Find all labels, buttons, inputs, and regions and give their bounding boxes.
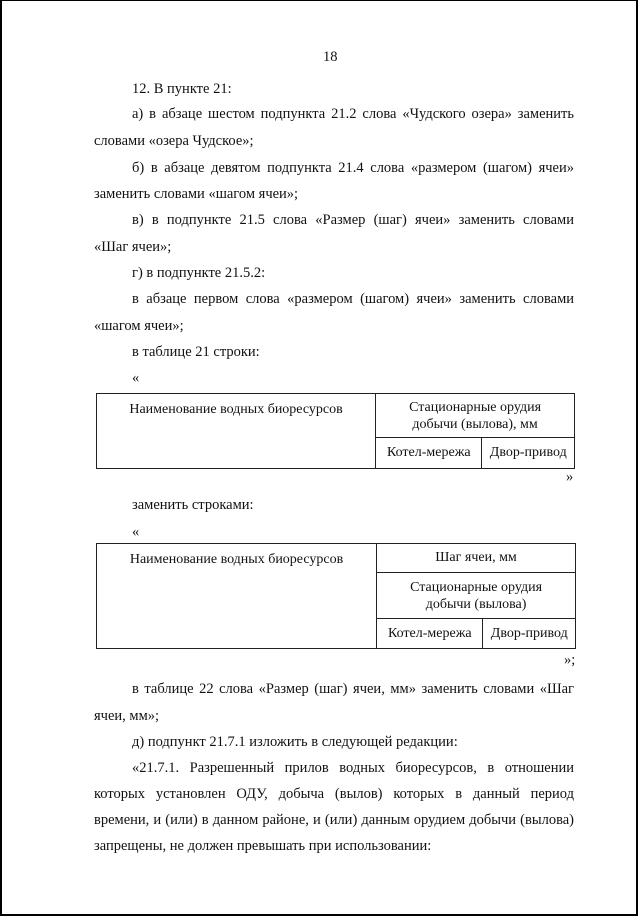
paragraph-2171-line4: запрещены, не должен превышать при использовании: [94, 838, 432, 854]
paragraph-first-line1: в абзаце первом слова «размером (шагом) ячеи» заменить словами [132, 291, 574, 307]
scan-edge-left [0, 0, 2, 916]
table-21-species-label: Наименование водных биоресурсов [129, 402, 343, 417]
paragraph-a-line1: а) в абзаце шестом подпункта 21.2 слова «Чудского озера» заменить [132, 106, 574, 122]
paragraph-table22-line1: в таблице 22 слова «Размер (шаг) ячеи, мм» заменить словами «Шаг [132, 681, 574, 697]
scan-edge-right [636, 0, 638, 916]
table-21-kotel-mereja: Котел-мережа [376, 438, 482, 469]
paragraph-b-line2: заменить словами «шагом ячеи»; [94, 186, 299, 202]
table-21-gear-line1: Стационарные орудия [409, 399, 542, 415]
paragraph-2171-line2: которых установлен ОДУ, добыча (вылов) которых в данный период [94, 786, 574, 802]
close-quote-1: » [566, 469, 574, 485]
table-21-species-header [97, 394, 376, 469]
table-new-gear-line1: Стационарные орудия [410, 579, 543, 595]
table-21-new-rows [96, 543, 576, 649]
table-21-dvor-privod: Двор-привод [482, 438, 575, 469]
paragraph-table21: в таблице 21 строки: [132, 344, 260, 360]
open-quote-1: « [132, 370, 140, 386]
paragraph-v-line2: «Шаг ячеи»; [94, 239, 172, 255]
close-quote-2: »; [564, 652, 576, 668]
paragraph-table22-line2: ячеи, мм»; [94, 708, 160, 724]
table-new-mesh-header: Шаг ячеи, мм [377, 544, 576, 573]
paragraph-a-line2: словами «озера Чудское»; [94, 133, 254, 149]
paragraph-replace-rows: заменить строками: [132, 497, 254, 513]
table-new-species-label: Наименование водных биоресурсов [129, 552, 344, 567]
table-21-gear-header [376, 394, 575, 438]
paragraph-item-12: 12. В пункте 21: [132, 81, 232, 97]
open-quote-2: « [132, 524, 140, 540]
paragraph-2171-line1: «21.7.1. Разрешенный прилов водных биоресурсов, в отношении [132, 760, 574, 776]
table-new-kotel-mereja: Котел-мережа [377, 619, 483, 649]
scan-edge-top [0, 0, 638, 1]
table-21-gear-line2: добычи (вылова), мм [412, 416, 538, 432]
table-new-dvor-privod: Двор-привод [483, 619, 576, 649]
paragraph-d: д) подпункт 21.7.1 изложить в следующей редакции: [132, 734, 458, 750]
table-new-species-header [97, 544, 377, 649]
paragraph-2171-line3: времени, и (или) в данном районе, и (или) данным орудием добычи (вылова) [94, 812, 574, 828]
paragraph-g: г) в подпункте 21.5.2: [132, 265, 266, 281]
table-new-gear-line2: добычи (вылова) [425, 596, 527, 612]
paragraph-v-line1: в) в подпункте 21.5 слова «Размер (шаг) ячеи» заменить словами [132, 212, 574, 228]
table-new-gear-header [377, 573, 576, 619]
table-21-rows [96, 393, 575, 469]
page-number: 18 [323, 49, 338, 65]
paragraph-first-line2: «шагом ячеи»; [94, 318, 184, 334]
paragraph-b-line1: б) в абзаце девятом подпункта 21.4 слова «размером (шагом) ячеи» [132, 160, 574, 176]
